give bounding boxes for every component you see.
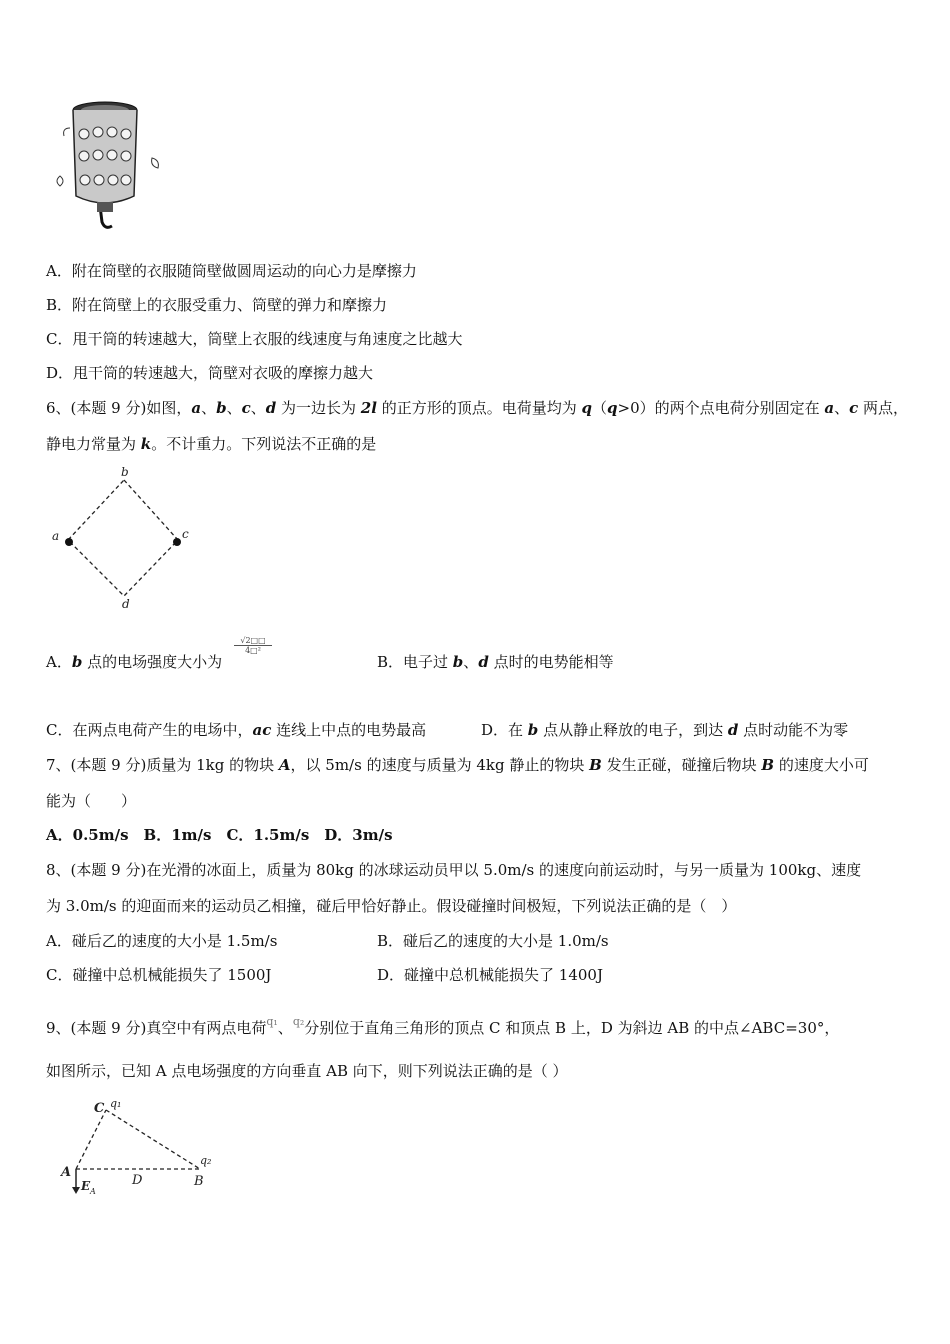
q6-stem-line2: 静电力常量为 k。不计重力。下列说法不正确的是 — [46, 435, 377, 453]
q8-option-a: A．碰后乙的速度的大小是 1.5m/s — [46, 932, 278, 950]
spin-dryer-figure — [48, 98, 168, 233]
q8-stem-line2: 为 3.0m/s 的迎面而来的运动员乙相撞，碰后甲恰好静止。假设碰撞时间极短，下列说法正确的是（ ） — [46, 897, 737, 915]
q5-option-a: A．附在筒壁的衣服随筒壁做圆周运动的向心力是摩擦力 — [46, 262, 417, 280]
label-B: B — [194, 1174, 204, 1189]
q7-stem-line1: 7、(本题 9 分)质量为 1kg 的物块 A，以 5m/s 的速度与质量为 4kg 静止的物块 B 发生正碰，碰撞后物块 B 的速度大小可 — [46, 756, 869, 774]
q6-option-d: D．在 b 点从静止释放的电子，到达 d 点时动能不为零 — [481, 721, 849, 739]
q5-option-d: D．甩干筒的转速越大，筒壁对衣吸的摩擦力越大 — [46, 364, 374, 382]
label-C: C — [94, 1101, 105, 1116]
label-b: b — [121, 465, 129, 479]
q7-stem-line2: 能为（ ） — [46, 792, 137, 810]
q6-option-b: B．电子过 b、d 点时的电势能相等 — [377, 653, 614, 671]
label-D: D — [132, 1173, 143, 1188]
label-q1: q₁ — [110, 1097, 122, 1110]
q8-option-b: B．碰后乙的速度的大小是 1.0m/s — [377, 932, 609, 950]
label-A: A — [61, 1165, 72, 1180]
q6-option-a: A．b 点的电场强度大小为 — [46, 653, 223, 671]
label-c: c — [182, 527, 189, 541]
label-a: a — [52, 529, 60, 543]
q9-stem-line1: 9、(本题 9 分)真空中有两点电荷$^{q_1}$、$^{q_2}$分别位于直角三角形的顶点 C 和顶点 B 上，D 为斜边 AB 的中点∠ABC=30°， — [46, 1015, 840, 1037]
q6-option-a-fraction: $\frac{√2□□}{\text{4□²}}$ — [234, 636, 272, 655]
q6-option-c: C．在两点电荷产生的电场中，ac 连线上中点的电势最高 — [46, 721, 427, 739]
q8-stem-line1: 8、(本题 9 分)在光滑的冰面上，质量为 80kg 的冰球运动员甲以 5.0m/s 的速度向前运动时，与另一质量为 100kg、速度 — [46, 861, 862, 879]
label-E-sub: A — [90, 1187, 96, 1196]
q6-stem-line1: 6、(本题 9 分)如图，a、b、c、d 为一边长为 2l 的正方形的顶点。电荷量均为 q（q>0）的两个点电荷分别固定在 a、c 两点， — [46, 399, 909, 417]
q5-option-c: C．甩干筒的转速越大，筒壁上衣服的线速度与角速度之比越大 — [46, 330, 463, 348]
label-d: d — [122, 597, 130, 611]
q9-stem-line2: 如图所示，已知 A 点电场强度的方向垂直 AB 向下，则下列说法正确的是（ ） — [46, 1062, 568, 1080]
label-E: E — [81, 1179, 91, 1193]
label-q2: q₂ — [200, 1154, 212, 1167]
triangle-figure — [48, 1092, 223, 1204]
q8-option-c: C．碰撞中总机械能损失了 1500J — [46, 966, 272, 984]
square-figure — [48, 462, 198, 612]
q8-option-d: D．碰撞中总机械能损失了 1400J — [377, 966, 603, 984]
q7-options: A．0.5m/s B．1m/s C．1.5m/s D．3m/s — [46, 826, 393, 844]
q5-option-b: B．附在筒壁上的衣服受重力、筒壁的弹力和摩擦力 — [46, 296, 388, 314]
